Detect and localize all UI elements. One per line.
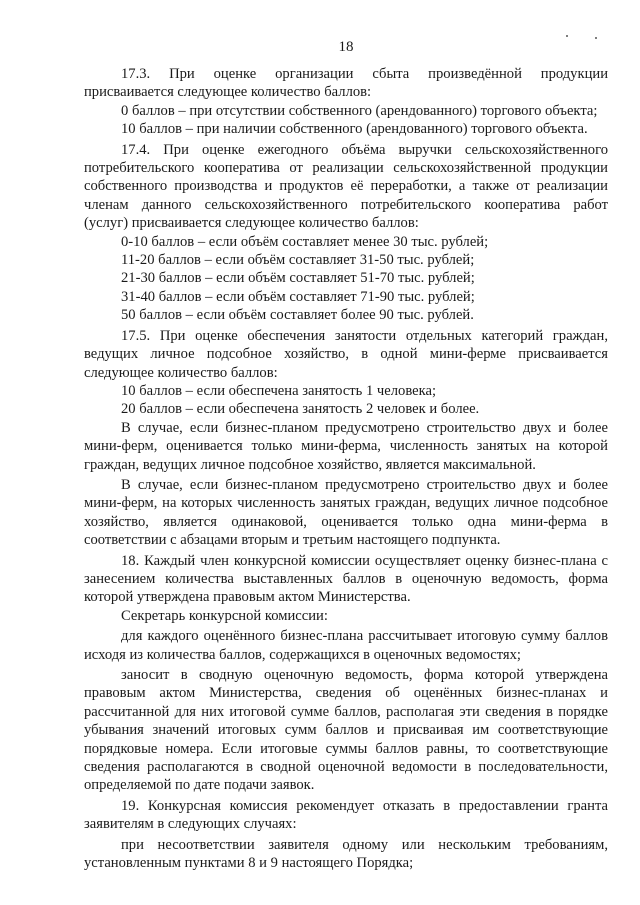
page-number: 18: [338, 39, 354, 55]
paragraph-17-4: 17.4. При оценке ежегодного объёма выручки сельскохозяйственного потребительского кооператива от реализации сельскохозяйственной продукции собственного производства и продуктов её переработки, а также от реализации членам данного сельскохозяйственного потребительского кооператива работ (услуг) присваивается следующее количество баллов:: [84, 141, 608, 232]
paragraph: заносит в сводную оценочную ведомость, форма которой утверждена правовым актом Министерства, сведения об оценённых бизнес-планах и рассчитанной для них итоговой сумме баллов, располагая эти сведения в порядке убывания значений итоговых сумм баллов и присваивая им соответствующие порядковые номера. Если итоговые суммы баллов равны, то соответствующие сведения располагаются в сводной оценочной ведомости в последовательности, определяемой по дате подачи заявок.: [84, 667, 608, 794]
paragraph-17-5: 17.5. При оценке обеспечения занятости отдельных категорий граждан, ведущих личное подсобное хозяйство, в одной мини-ферме присваивается следующее количество баллов:: [84, 327, 608, 381]
paragraph: при несоответствии заявителя одному или нескольким требованиям, установленным пунктами 8 и 9 настоящего Порядка;: [84, 836, 608, 872]
paragraph: для каждого оценённого бизнес-плана рассчитывает итоговую сумму баллов исходя из количества баллов, содержащихся в оценочных ведомостях;: [84, 628, 608, 663]
list-item: 10 баллов – при наличии собственного (арендованного) торгового объекта.: [121, 121, 588, 138]
list-item: 50 баллов – если объём составляет более 90 тыс. рублей.: [121, 307, 474, 324]
paragraph: В случае, если бизнес-планом предусмотрено строительство двух и более мини-ферм, оценивается только мини-ферма, численность занятых на которой граждан, ведущих личное подсобное хозяйство, является максимальной.: [84, 419, 608, 473]
scan-speck: [566, 35, 568, 37]
paragraph-18: 18. Каждый член конкурсной комиссии осуществляет оценку бизнес-плана с занесением количества выставленных баллов в оценочную ведомость, форма которой утверждена правовым актом Министерства.: [84, 552, 608, 606]
paragraph-17-3: 17.3. При оценке организации сбыта произведённой продукции присваивается следующее количество баллов:: [84, 66, 608, 101]
list-item: 0-10 баллов – если объём составляет менее 30 тыс. рублей;: [121, 233, 489, 250]
paragraph: В случае, если бизнес-планом предусмотрено строительство двух и более мини-ферм, на которых численность занятых граждан, ведущих личное подсобное хозяйство, является одинаковой, оценивается только одна мини-ферма в соответствии с абзацами вторым и третьим настоящего подпункта.: [84, 476, 608, 549]
document-page: [84, 38, 608, 872]
list-item: 0 баллов – при отсутствии собственного (арендованного) торгового объекта;: [121, 102, 598, 119]
list-item: 31-40 баллов – если объём составляет 71-90 тыс. рублей;: [121, 288, 475, 305]
list-item: 20 баллов – если обеспечена занятость 2 человек и более.: [121, 401, 480, 418]
paragraph: Секретарь конкурсной комиссии:: [121, 607, 328, 624]
list-item: 10 баллов – если обеспечена занятость 1 человека;: [121, 382, 436, 399]
list-item: 11-20 баллов – если объём составляет 31-50 тыс. рублей;: [121, 252, 475, 269]
paragraph-19: 19. Конкурсная комиссия рекомендует отказать в предоставлении гранта заявителям в следующих случаях:: [84, 797, 608, 833]
list-item: 21-30 баллов – если объём составляет 51-70 тыс. рублей;: [121, 270, 475, 287]
